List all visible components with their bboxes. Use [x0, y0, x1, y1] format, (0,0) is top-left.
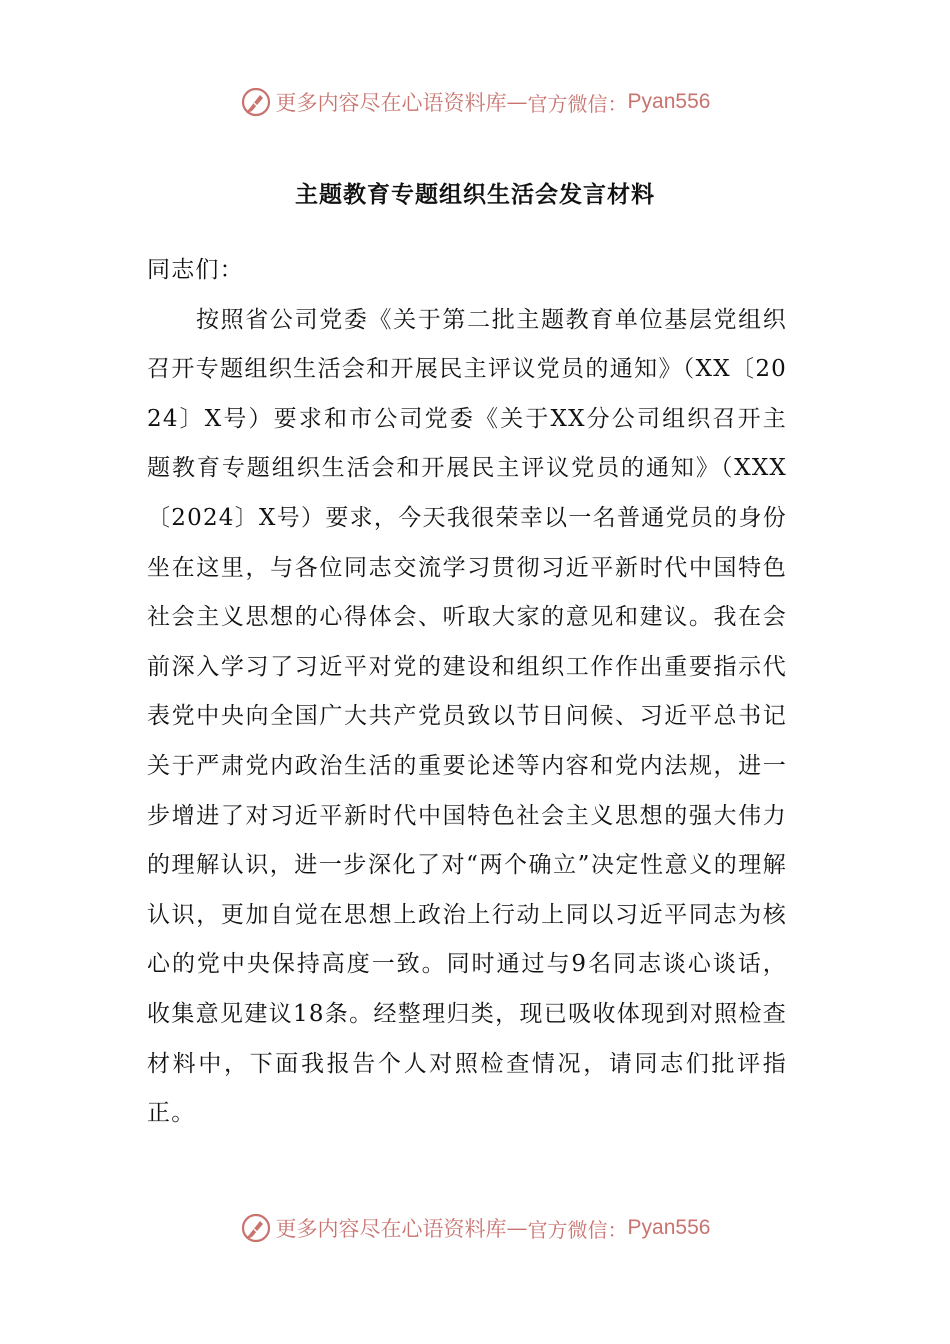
banner-separator: — — [506, 1216, 528, 1240]
wechat-label: 官方微信： — [527, 1217, 628, 1242]
banner-separator: — — [506, 90, 528, 114]
pen-nib-logo-icon — [240, 86, 272, 118]
wechat-label: 官方微信： — [527, 91, 628, 116]
footer-watermark-banner — [0, 1208, 950, 1248]
salutation: 同志们： — [147, 257, 244, 283]
site-name-text: 更多内容尽在心语资料库 — [275, 91, 507, 115]
document-body — [147, 246, 787, 1139]
document-title: 主题教育专题组织生活会发言材料 — [295, 182, 655, 208]
pen-nib-logo-icon — [240, 1212, 272, 1244]
wechat-id: Pyan556 — [627, 90, 711, 113]
header-watermark-banner — [0, 82, 950, 122]
body-paragraph: 按照省公司党委《关于第二批主题教育单位基层党组织召开专题组织生活会和开展民主评议党员的通知》（XX〔2024〕X号）要求和市公司党委《关于XX分公司组织召开主题教育专题组织生活会和开展民主评议党员的通知》（XXX〔2024〕X号）要求，今天我很荣幸以一名普通党员的身份坐在这里，与各位同志交流学习贯彻习近平新时代中国特色社会主义思想的心得体会、听取大家的意见和建议。我在会前深入学习了习近平对党的建设和组织工作作出重要指示代表党中央向全国广大共产党员致以节日问候、习近平总书记关于严肃党内政治生活的重要论述等内容和党内法规，进一步增进了对习近平新时代中国特色社会主义思想的强大伟力的理解认识，进一步深化了对“两个确立”决定性意义的理解认识，更加自觉在思想上政治上行动上同以习近平同志为核心的党中央保持高度一致。同时通过与9名同志谈心谈话，收集意见建议18条。经整理归类，现已吸收体现到对照检查材料中，下面我报告个人对照检查情况，请同志们批评指正。 — [147, 306, 787, 1127]
site-name-text: 更多内容尽在心语资料库 — [275, 1217, 507, 1241]
wechat-id: Pyan556 — [627, 1216, 711, 1239]
